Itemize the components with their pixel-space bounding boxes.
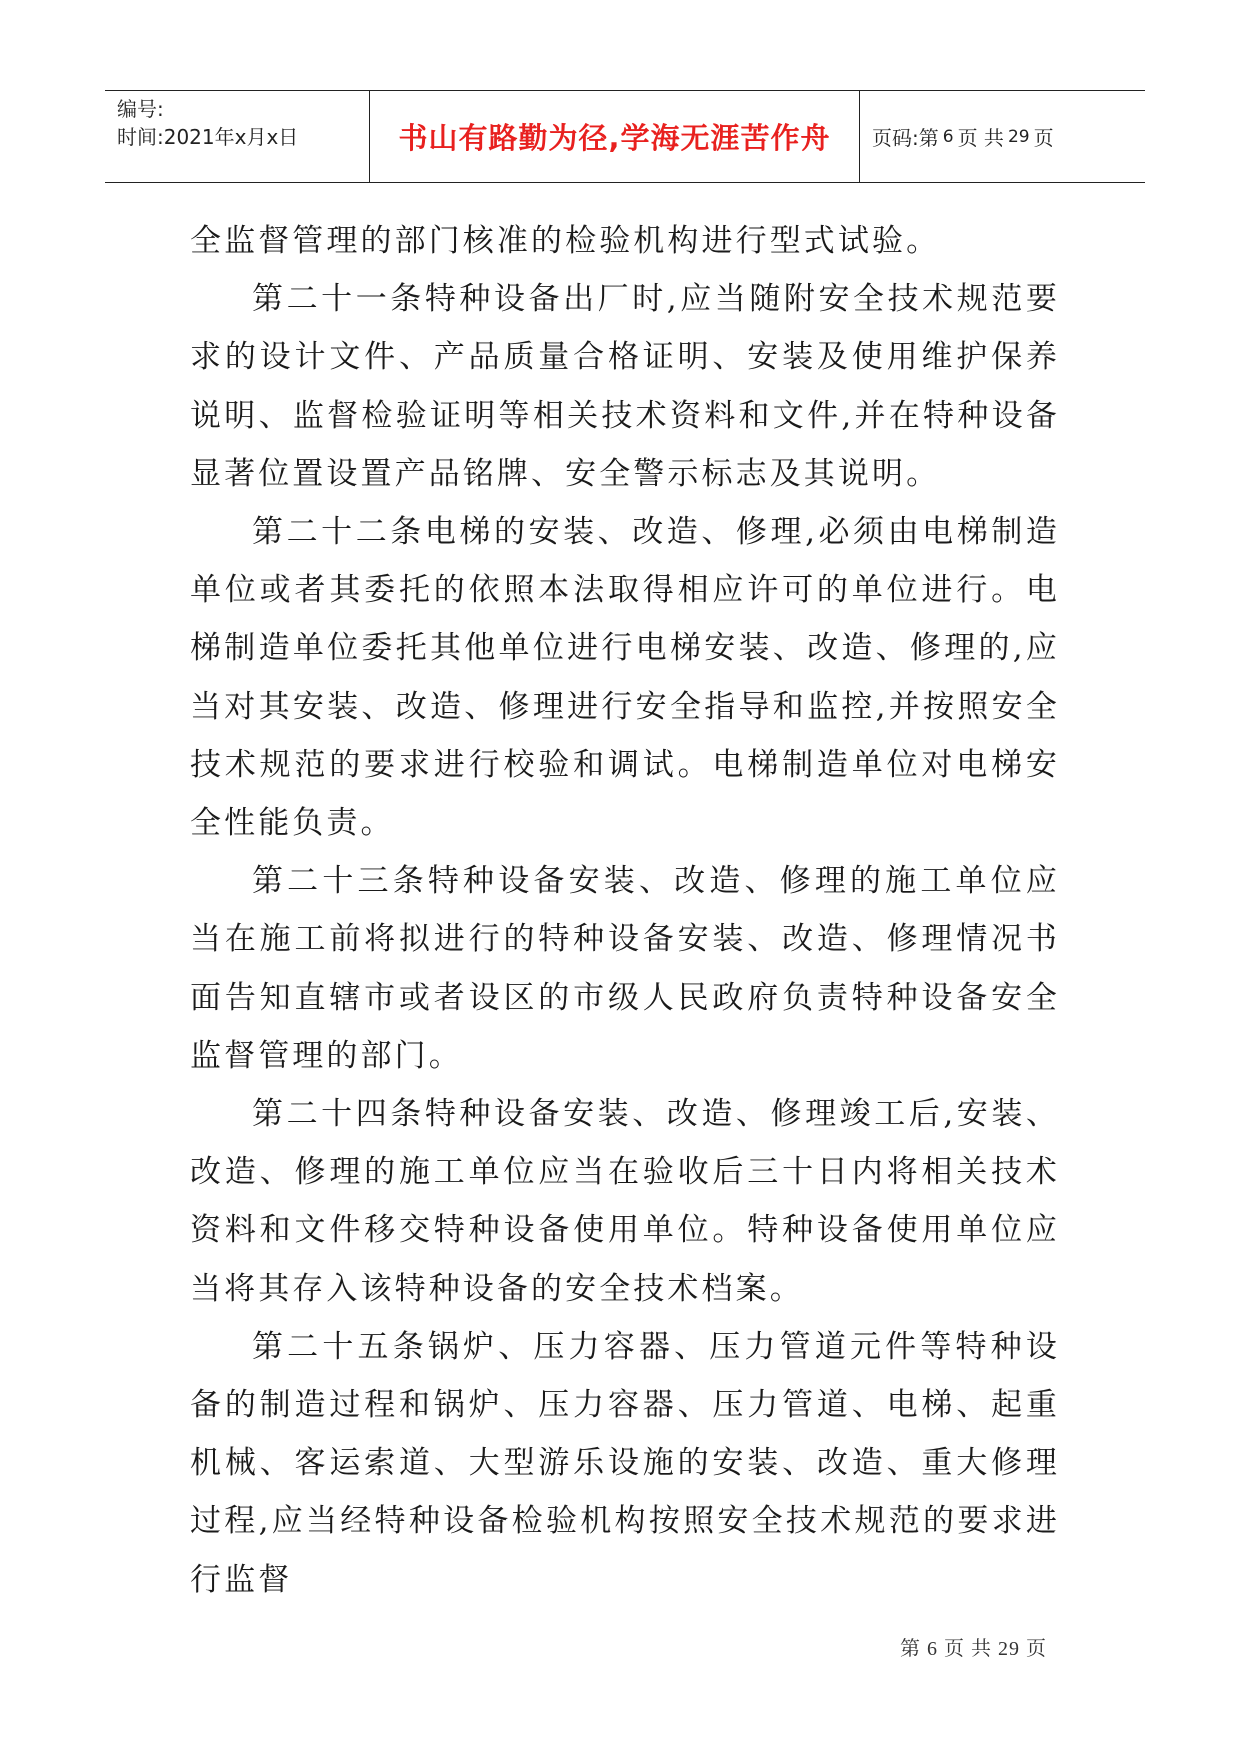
paragraph-article-22: 第二十二条电梯的安装、改造、修理,必须由电梯制造单位或者其委托的依照本法取得相应许可的单位进行。电梯制造单位委托其他单位进行电梯安装、改造、修理的,应当对其安装、改造、修理进行安全指导和监控,并按照安全技术规范的要求进行校验和调试。电梯制造单位对电梯安全性能负责。 (190, 514, 1060, 842)
page-prefix: 页码:第 (872, 126, 939, 150)
paragraph-article-23: 第二十三条特种设备安装、改造、修理的施工单位应当在施工前将拟进行的特种设备安装、改造、修理情况书面告知直辖市或者设区的市级人民政府负责特种设备安全监督管理的部门。 (190, 863, 1060, 1074)
page-footer: 第 6 页 共 29 页 (900, 1638, 1047, 1660)
page-suffix: 页 (1033, 126, 1054, 150)
page-total: 29 (1007, 126, 1030, 147)
paragraph-article-25: 第二十五条锅炉、压力容器、压力管道元件等特种设备的制造过程和锅炉、压力容器、压力管道、电梯、起重机械、客运索道、大型游乐设施的安装、改造、重大修理过程,应当经特种设备检验机构按照安全技术规范的要求进行监督 (190, 1328, 1060, 1598)
header-meta (105, 91, 370, 182)
document-header (105, 90, 1145, 183)
paragraph-continuation: 全监督管理的部门核准的检验机构进行型式试验。 (190, 223, 941, 259)
header-motto: 书山有路勤为径,学海无涯苦作舟 (370, 91, 860, 182)
time-label: 时间:2021年x月x日 (117, 125, 299, 149)
page-current: 6 (942, 126, 954, 147)
paragraph-article-21: 第二十一条特种设备出厂时,应当随附安全技术规范要求的设计文件、产品质量合格证明、安装及使用维护保养说明、监督检验证明等相关技术资料和文件,并在特种设备显著位置设置产品铭牌、安全警示标志及其说明。 (190, 281, 1060, 492)
serial-label: 编号: (117, 97, 164, 121)
header-page-info (860, 91, 1145, 182)
document-body (190, 212, 1060, 1609)
paragraph-article-24: 第二十四条特种设备安装、改造、修理竣工后,安装、改造、修理的施工单位应当在验收后三十日内将相关技术资料和文件移交特种设备使用单位。特种设备使用单位应当将其存入该特种设备的安全技术档案。 (190, 1096, 1060, 1307)
page-mid: 页 共 (957, 126, 1004, 150)
